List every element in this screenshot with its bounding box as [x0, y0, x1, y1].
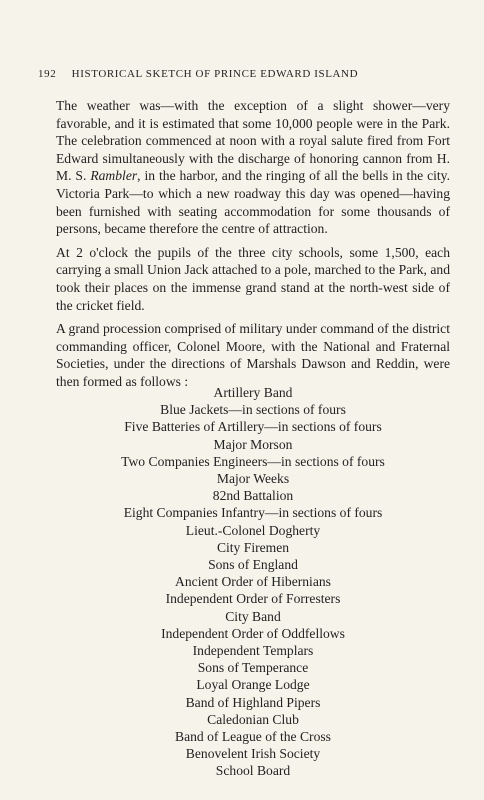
- procession-item: Benovelent Irish Society: [185, 746, 321, 762]
- paragraph-2: [56, 244, 450, 314]
- procession-item: City Band: [225, 608, 281, 624]
- procession-item: Band of League of the Cross: [175, 729, 331, 745]
- procession-item: Major Weeks: [216, 471, 290, 487]
- procession-item: School Board: [215, 763, 291, 779]
- procession-item: 82nd Battalion: [212, 488, 294, 504]
- procession-item: Sons of Temperance: [197, 660, 309, 676]
- procession-item: City Firemen: [216, 539, 290, 555]
- procession-item: Independent Order of Oddfellows: [161, 625, 345, 641]
- body-text: [56, 97, 450, 397]
- procession-item: Caledonian Club: [207, 711, 299, 727]
- procession-item: Lieut.-Colonel Dogherty: [185, 522, 321, 538]
- procession-item: Band of Highland Pipers: [185, 694, 321, 710]
- procession-item: Five Batteries of Artillery—in sections of fours: [124, 419, 382, 435]
- procession-item: Independent Templars: [192, 643, 314, 659]
- procession-item: Blue Jackets—in sections of fours: [160, 402, 346, 418]
- procession-item: Eight Companies Infantry—in sections of fours: [123, 505, 383, 521]
- procession-item: Two Companies Engineers—in sections of fours: [121, 453, 385, 469]
- page-number: 192: [38, 68, 57, 80]
- procession-item: Sons of England: [208, 557, 298, 573]
- ship-name: Rambler: [90, 168, 138, 184]
- procession-item: Loyal Orange Lodge: [196, 677, 310, 693]
- procession-item: Ancient Order of Hibernians: [175, 574, 331, 590]
- running-title: HISTORICAL SKETCH OF PRINCE EDWARD ISLAND: [71, 68, 359, 80]
- running-header: [38, 68, 358, 80]
- procession-list: [56, 384, 450, 780]
- paragraph-3-text: A grand procession comprised of military under command of the district commanding officer, Colonel Moore, with the National and Fraternal Societies, under the directions of Marshals Dawson and Reddin, were then formed as follows :: [56, 321, 450, 389]
- procession-item: Independent Order of Forresters: [165, 591, 341, 607]
- procession-item: Artillery Band: [213, 385, 293, 400]
- paragraph-2-text: At 2 o'clock the pupils of the three city schools, some 1,500, each carrying a small Union Jack attached to a pole, marched to the Park, and took their places on the immense grand stand at the north-west side of the cricket field.: [56, 244, 450, 313]
- paragraph-1: [56, 97, 450, 238]
- procession-item: Major Morson: [213, 436, 293, 452]
- paragraph-1-before: The weather was—with the exception of a slight shower—very favorable, and it is estimated that some 10,000 people were in the Park. The celebration commenced at noon with a royal salute fired from Fort Edward simultaneously with the discharge of honoring cannon from H. M. S.: [56, 98, 450, 184]
- paragraph-1-after: , in the harbor, and the ringing of all the bells in the city. Victoria Park—to which a new roadway this day was opened—having been furnished with seating accommodation for some thousands of persons, became therefore the centre of attraction.: [56, 168, 450, 237]
- paragraph-3: [56, 320, 450, 390]
